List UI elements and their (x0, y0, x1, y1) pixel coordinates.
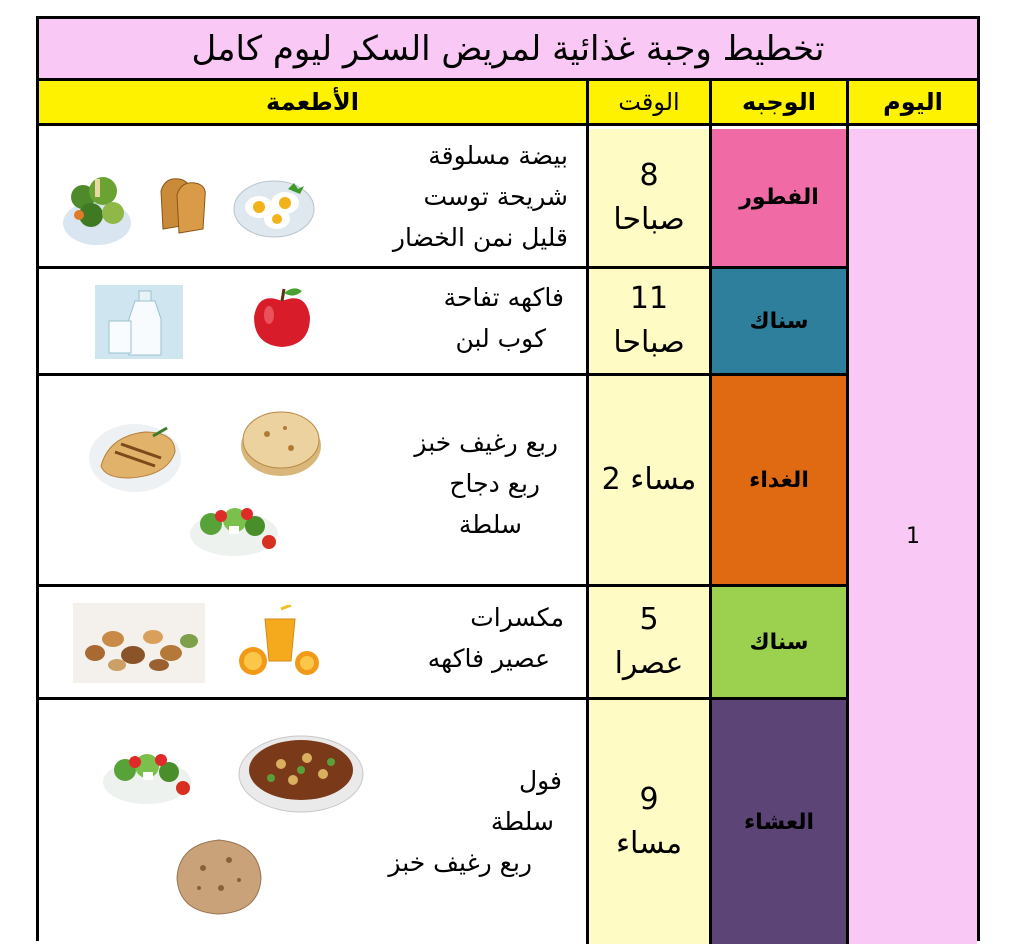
time-cell-lunch (589, 376, 709, 584)
time-value: 5 (639, 602, 659, 637)
header-day: اليوم (849, 81, 977, 126)
salad-image-dinner (101, 736, 193, 806)
time-period: مساء (615, 826, 683, 861)
meal-lunch: الغداء (712, 376, 846, 584)
toast-image (155, 173, 211, 235)
time-cell-breakfast (589, 129, 709, 266)
food-item: ربع دجاح (449, 469, 540, 498)
grid-line (39, 373, 846, 376)
foods-cell-lunch (39, 376, 586, 584)
food-item: ربع رغيف خبز (388, 848, 532, 877)
time-value: 11 (629, 281, 669, 316)
milk-image (95, 285, 183, 359)
meal-plan-table (36, 16, 980, 941)
chicken-image (87, 412, 183, 496)
grid-line (39, 584, 846, 587)
juice-image (235, 605, 325, 677)
vegetables-image (61, 163, 133, 249)
grid-line (39, 697, 846, 700)
food-item: فاكهه تفاحة (443, 283, 564, 312)
meal-dinner: العشاء (712, 700, 846, 944)
food-list (428, 597, 564, 679)
bread-image-dinner (173, 832, 265, 918)
header-meal: الوجبه (712, 81, 846, 126)
time-value: مساء 2 (601, 462, 697, 497)
food-item: قليل نمن الخضار (392, 223, 568, 252)
meal-snack-2: سناك (712, 587, 846, 697)
food-item: مكسرات (470, 603, 564, 632)
food-list (393, 135, 568, 258)
header-foods: الأطعمة (39, 81, 586, 126)
food-list (414, 422, 558, 545)
food-item: سلطة (490, 807, 554, 836)
meal-snack-1: سناك (712, 269, 846, 373)
foods-cell-snack-1 (39, 269, 586, 373)
food-item: عصير فاكهه (427, 644, 550, 673)
apple-image (249, 283, 315, 351)
time-cell-dinner (589, 700, 709, 944)
bread-image (239, 404, 323, 480)
grid-line (39, 266, 846, 269)
page-title: تخطيط وجبة غذائية لمريض السكر ليوم كامل (39, 19, 977, 81)
boiled-eggs-image (233, 173, 315, 239)
grid-line (586, 81, 589, 944)
foods-cell-breakfast (39, 129, 586, 266)
foods-cell-dinner (39, 700, 586, 944)
time-value: 9 (639, 782, 659, 817)
food-item: شريحة توست (423, 182, 568, 211)
meal-breakfast: الفطور (712, 129, 846, 266)
food-item: كوب لبن (455, 324, 546, 353)
food-list (444, 277, 564, 359)
grid-line (846, 81, 849, 944)
time-period: صباحا (613, 325, 685, 360)
beans-image (237, 724, 365, 814)
day-number: 1 (906, 524, 920, 549)
food-item: فول (518, 766, 562, 795)
food-list (388, 760, 562, 883)
header-time: الوقت (589, 81, 709, 126)
time-period: صباحا (613, 201, 685, 237)
time-value: 8 (639, 157, 659, 193)
grid-line (709, 81, 712, 944)
food-item: سلطة (458, 510, 522, 539)
time-cell-snack-2 (589, 587, 709, 697)
food-item: بيضة مسلوقة (428, 141, 568, 170)
salad-image (189, 488, 279, 558)
day-cell (849, 129, 977, 944)
food-item: ربع رغيف خبز (414, 428, 558, 457)
nuts-image (73, 603, 205, 683)
time-period: عصرا (614, 646, 684, 681)
time-cell-snack-1 (589, 269, 709, 373)
foods-cell-snack-2 (39, 587, 586, 697)
